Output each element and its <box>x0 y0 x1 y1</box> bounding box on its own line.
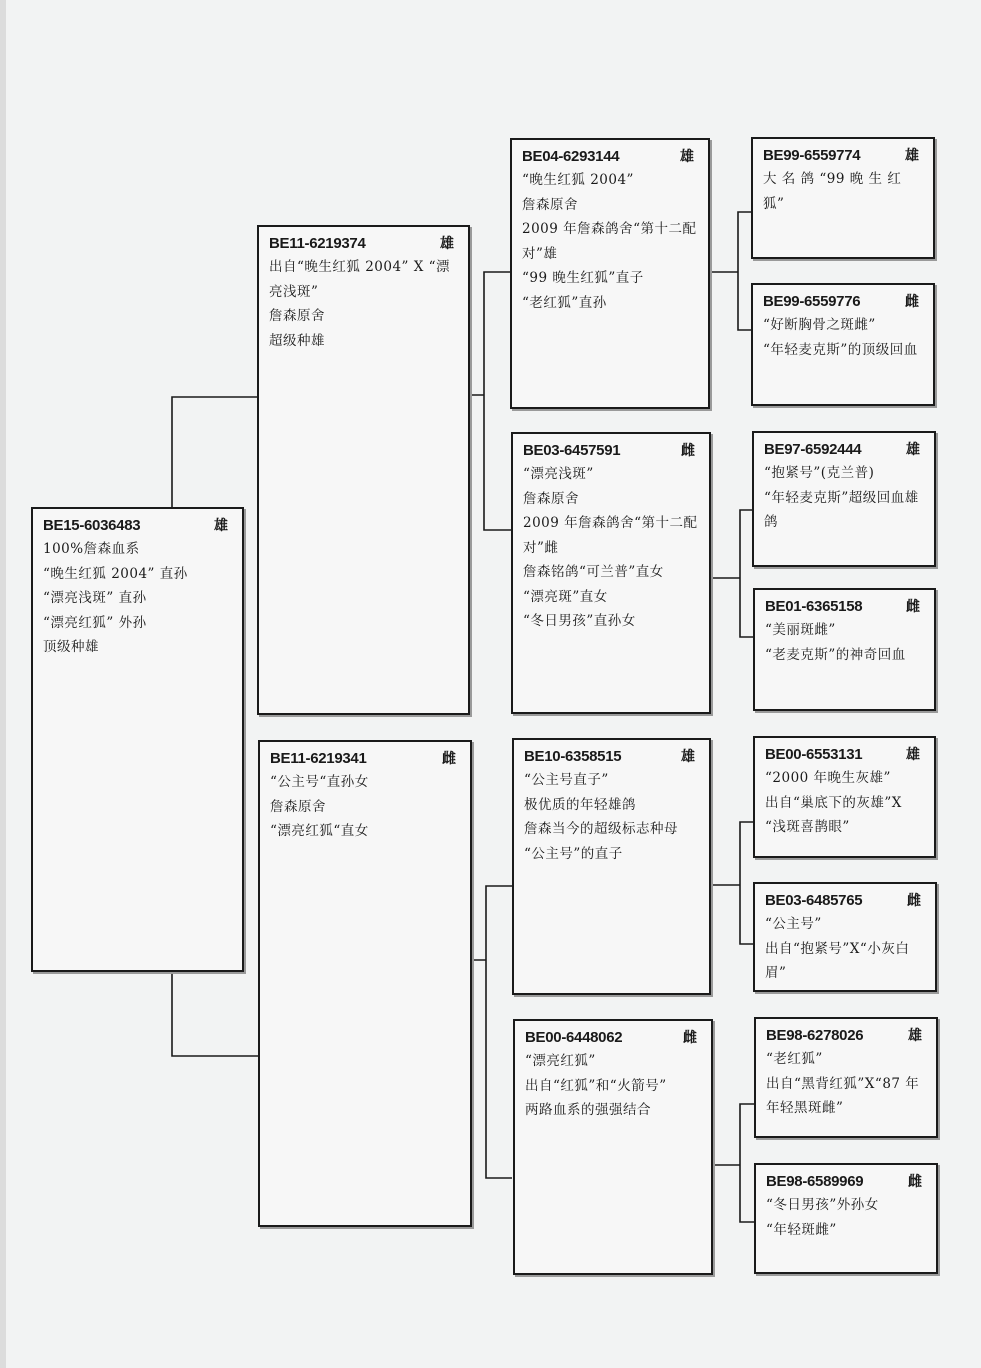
ring-number: BE11-6219374 <box>269 235 366 252</box>
ring-number: BE00-6448062 <box>525 1029 623 1046</box>
card-line: 出自“巢底下的灰雄”X <box>765 794 902 811</box>
card-line: “年轻斑雌” <box>766 1221 837 1238</box>
ring-number: BE01-6365158 <box>765 598 863 615</box>
card-line: 大 名 鸽 “99 晚 生 红 狐” <box>763 171 902 212</box>
pigeon-card-sire <box>257 225 470 715</box>
card-line: “年轻麦克斯”的顶级回血 <box>763 341 918 358</box>
ring-number: BE97-6592444 <box>764 441 862 458</box>
card-line: “老红狐” <box>766 1051 823 1067</box>
ring-number: BE00-6553131 <box>765 746 863 763</box>
card-line: “晚生红狐 2004” <box>522 172 634 188</box>
ring-number: BE11-6219341 <box>270 750 367 767</box>
card-line: 詹森当今的超级标志种母 <box>524 821 678 837</box>
sex-label: 雄 <box>440 236 454 252</box>
card-line: 2009 年詹森鸽舍“第十二配对”雄 <box>522 221 697 262</box>
ring-number: BE03-6485765 <box>765 892 863 909</box>
card-line: 2009 年詹森鸽舍“第十二配对”雌 <box>523 515 698 556</box>
sex-label: 雄 <box>680 149 694 165</box>
pigeon-card-ssd <box>751 283 935 406</box>
sex-label: 雄 <box>908 1028 922 1044</box>
card-line: “年轻麦克斯”超级回血雄鸽 <box>764 489 919 530</box>
sex-label: 雌 <box>681 443 695 459</box>
card-line: “公主号直子” <box>524 772 609 788</box>
connector-sd <box>710 510 754 637</box>
card-line: “公主号”的直子 <box>524 845 623 862</box>
card-line: “2000 年晚生灰雄” <box>765 770 891 786</box>
sex-label: 雄 <box>681 749 695 765</box>
card-line: 詹森原舍 <box>269 308 325 324</box>
card-line: 出自“抱紧号”X“小灰白眉” <box>765 940 910 981</box>
connector-ss <box>710 212 752 330</box>
card-line: 出自“黑背红狐”X“87 年年轻黑斑雌” <box>766 1075 920 1116</box>
sex-label: 雌 <box>905 294 919 310</box>
pigeon-card-dam <box>258 740 472 1227</box>
card-line: “99 晚生红狐”直子 <box>522 270 644 286</box>
pigeon-card-ds <box>512 738 711 995</box>
card-line: “漂亮红狐“直女 <box>270 823 369 839</box>
card-line: “冬日男孩”外孙女 <box>766 1197 879 1213</box>
pigeon-card-sd <box>511 432 711 714</box>
ring-number: BE10-6358515 <box>524 748 622 765</box>
card-line: “美丽斑雌” <box>765 622 836 638</box>
ring-number: BE04-6293144 <box>522 148 620 165</box>
card-line: “漂亮浅斑” 直孙 <box>43 590 147 606</box>
ring-number: BE03-6457591 <box>523 442 621 459</box>
ring-number: BE15-6036483 <box>43 517 141 534</box>
card-line: 极优质的年轻雄鸽 <box>524 796 636 813</box>
card-line: “好断胸骨之斑雌” <box>763 317 876 333</box>
card-line: “抱紧号”(克兰普) <box>764 465 875 481</box>
sex-label: 雌 <box>683 1030 697 1046</box>
card-line: 出自“红狐”和“火箭号” <box>525 1077 667 1094</box>
card-line: “老麦克斯”的神奇回血 <box>765 646 906 663</box>
card-line: “公主号“直孙女 <box>270 774 369 790</box>
card-line: “漂亮红狐” <box>525 1053 596 1069</box>
card-line: “漂亮红狐” 外孙 <box>43 614 147 631</box>
card-line: “晚生红狐 2004” 直孙 <box>43 565 188 582</box>
ring-number: BE98-6278026 <box>766 1027 864 1044</box>
card-line: “漂亮斑”直女 <box>523 588 608 605</box>
pigeon-card-sdd <box>753 588 936 711</box>
ring-number: BE98-6589969 <box>766 1173 864 1190</box>
card-line: 超级种雄 <box>269 332 325 349</box>
connector-sire <box>470 272 512 530</box>
sex-label: 雄 <box>905 148 919 164</box>
card-line: “漂亮浅斑” <box>523 466 594 482</box>
sex-label: 雄 <box>214 518 228 534</box>
card-line: “公主号” <box>765 916 822 932</box>
connector-dam <box>472 886 512 1178</box>
card-line: 詹森原舍 <box>270 798 326 815</box>
ring-number: BE99-6559774 <box>763 147 861 164</box>
card-line: 出自“晚生红狐 2004” X “漂亮浅斑” <box>269 259 451 300</box>
sex-label: 雌 <box>906 599 920 615</box>
card-line: “浅斑喜鹊眼” <box>765 819 850 835</box>
card-line: “老红狐”直孙 <box>522 294 607 311</box>
connector-ds <box>710 822 754 944</box>
card-line: 两路血系的强强结合 <box>525 1102 651 1118</box>
card-line: 100%詹森血系 <box>43 541 140 557</box>
pigeon-card-dd <box>513 1019 713 1275</box>
card-line: 顶级种雄 <box>43 639 99 655</box>
pigeon-card-sss <box>751 137 935 259</box>
connector-dd <box>712 1104 754 1222</box>
card-line: “冬日男孩”直孙女 <box>523 613 636 629</box>
sex-label: 雄 <box>906 747 920 763</box>
sex-label: 雌 <box>907 893 921 909</box>
pigeon-card-sds <box>752 431 936 567</box>
pigeon-card-ddd <box>754 1163 938 1274</box>
pigeon-card-root <box>31 507 244 972</box>
sex-label: 雄 <box>906 442 920 458</box>
card-line: 詹森铭鸽“可兰普”直女 <box>523 564 664 580</box>
sex-label: 雌 <box>442 751 456 767</box>
pigeon-card-dds <box>754 1017 938 1138</box>
card-line: 詹森原舍 <box>523 490 579 507</box>
ring-number: BE99-6559776 <box>763 293 861 310</box>
card-line: 詹森原舍 <box>522 196 578 213</box>
pigeon-card-dsd <box>753 882 937 992</box>
pigeon-card-ss <box>510 138 710 409</box>
sex-label: 雌 <box>908 1174 922 1190</box>
pigeon-card-dss <box>753 736 936 858</box>
